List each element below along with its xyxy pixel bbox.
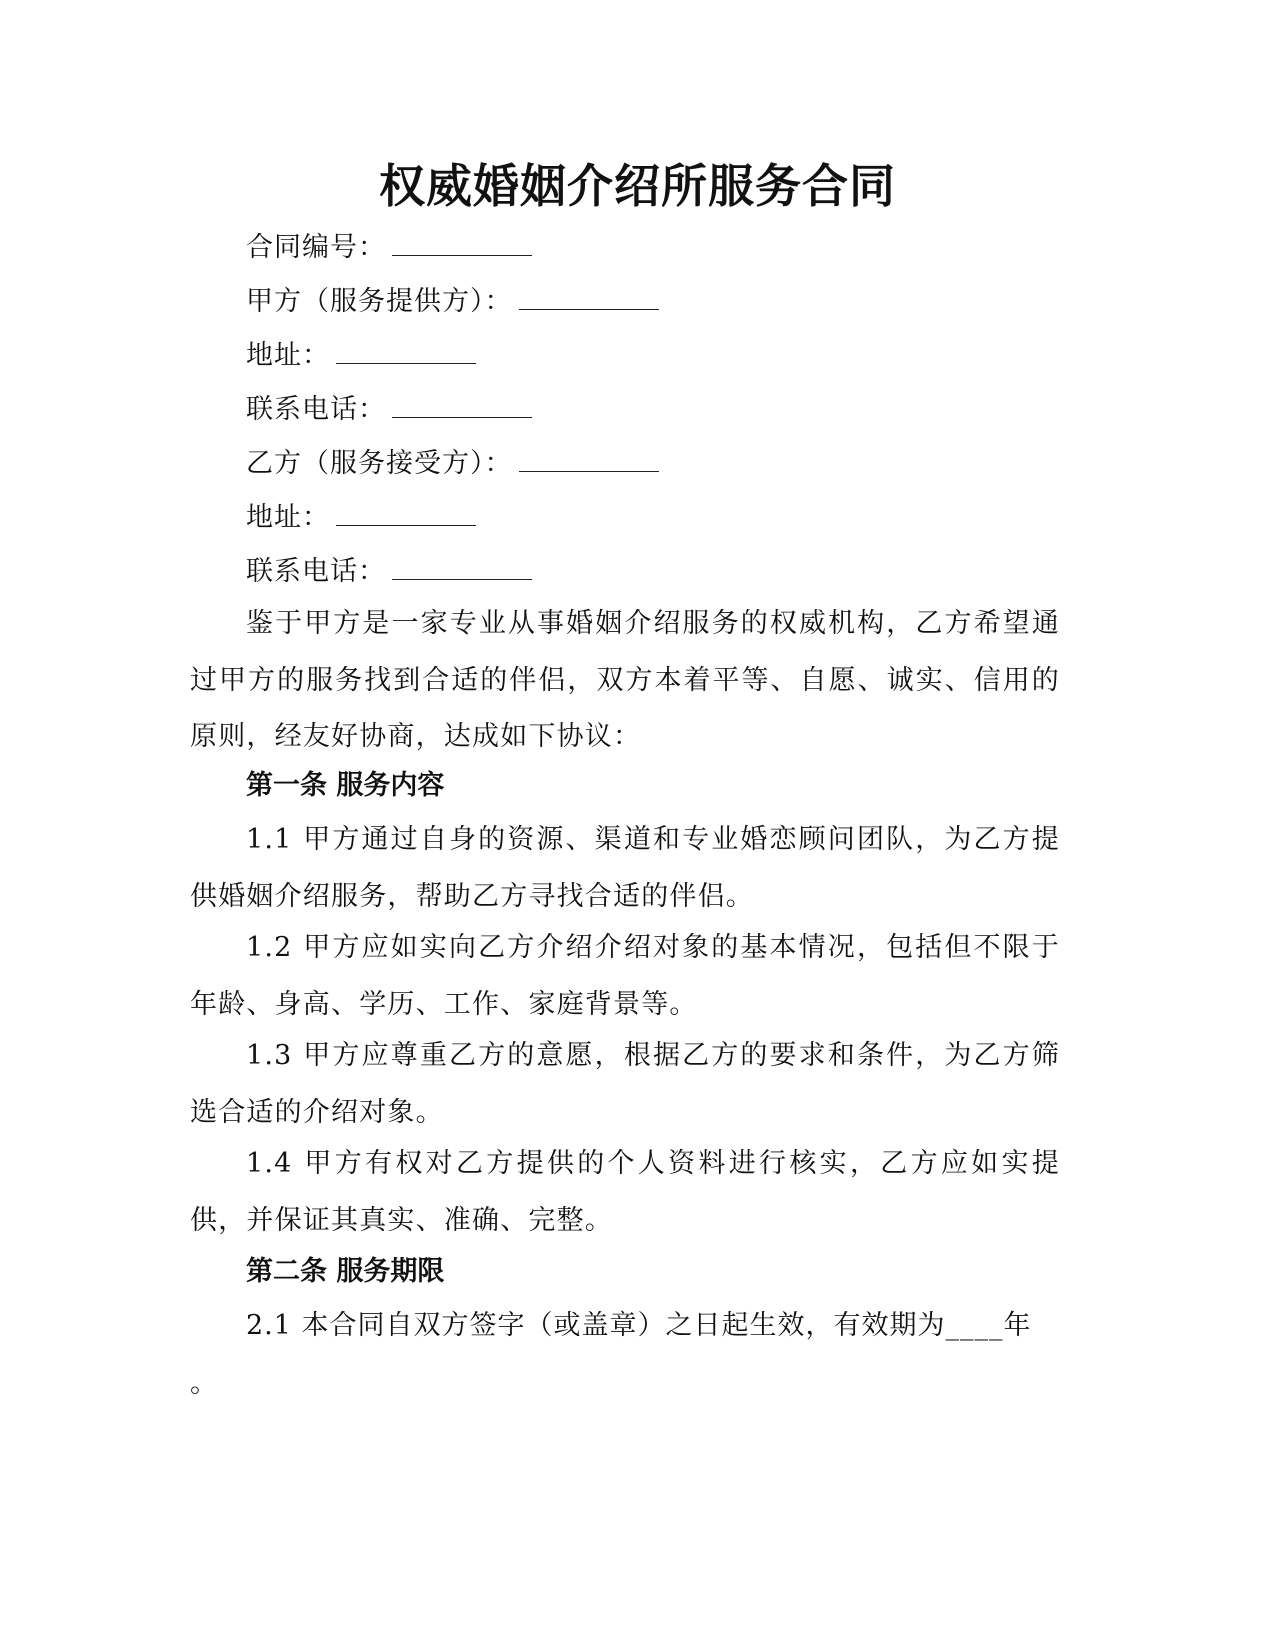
field-label: 联系电话： bbox=[246, 556, 386, 587]
field-label: 合同编号： bbox=[246, 232, 386, 263]
blank-line bbox=[392, 555, 532, 580]
clause-1-2: 1.2 甲方应如实向乙方介绍介绍对象的基本情况，包括但不限于年龄、身高、学历、工作、家庭背景等。 bbox=[190, 932, 1060, 1020]
clause-2-1-period: 。 bbox=[190, 1368, 217, 1399]
clause-1-1: 1.1 甲方通过自身的资源、渠道和专业婚恋顾问团队，为乙方提供婚姻介绍服务，帮助乙方寻找合适的伴侣。 bbox=[190, 824, 1060, 912]
blank-line bbox=[392, 231, 532, 256]
party-a-address-field bbox=[246, 338, 476, 374]
field-label: 甲方（服务提供方）： bbox=[246, 286, 513, 317]
field-label: 联系电话： bbox=[246, 394, 386, 425]
years-blank: ____ bbox=[945, 1310, 1004, 1341]
clause-1-4: 1.4 甲方有权对乙方提供的个人资料进行核实，乙方应如实提供，并保证其真实、准确、完整。 bbox=[190, 1148, 1060, 1236]
blank-line bbox=[519, 285, 659, 310]
blank-line bbox=[519, 447, 659, 472]
blank-line bbox=[336, 501, 476, 526]
article-2-heading: 第二条 服务期限 bbox=[246, 1256, 445, 1287]
article-1-heading: 第一条 服务内容 bbox=[246, 770, 445, 801]
field-label: 乙方（服务接受方）： bbox=[246, 448, 513, 479]
blank-line bbox=[392, 393, 532, 418]
party-a-phone-field bbox=[246, 392, 532, 428]
party-b-phone-field bbox=[246, 554, 532, 590]
clause-text: 2.1 本合同自双方签字（或盖章）之日起生效，有效期为 bbox=[246, 1310, 946, 1341]
field-label: 地址： bbox=[246, 502, 330, 533]
contract-title: 权威婚姻介绍所服务合同 bbox=[379, 159, 896, 213]
clause-text-unit: 年 bbox=[1003, 1310, 1032, 1341]
clause-1-3: 1.3 甲方应尊重乙方的意愿，根据乙方的要求和条件，为乙方筛选合适的介绍对象。 bbox=[190, 1040, 1060, 1128]
intro-paragraph: 鉴于甲方是一家专业从事婚姻介绍服务的权威机构，乙方希望通过甲方的服务找到合适的伴侣，双方本着平等、自愿、诚实、信用的原则，经友好协商，达成如下协议： bbox=[190, 608, 1060, 752]
field-label: 地址： bbox=[246, 340, 330, 371]
party-b-address-field bbox=[246, 500, 476, 536]
contract-number-field bbox=[246, 230, 532, 266]
clause-2-1 bbox=[246, 1308, 1032, 1344]
blank-line bbox=[336, 339, 476, 364]
party-a-field bbox=[246, 284, 659, 320]
party-b-field bbox=[246, 446, 659, 482]
